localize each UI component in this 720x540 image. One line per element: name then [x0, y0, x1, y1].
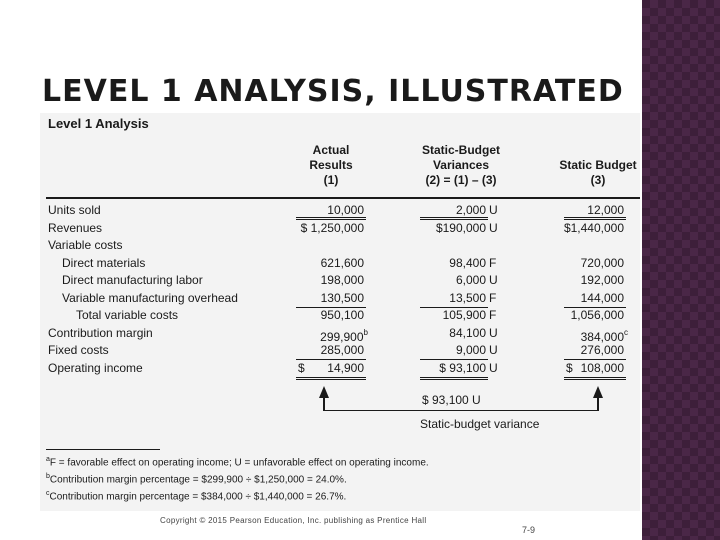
decorative-side-band: [642, 0, 720, 540]
column-header-static-budget: Static Budget (3): [559, 158, 637, 187]
bracket-left: [323, 397, 325, 411]
table-row: Contribution margin 299,900$^b$ 84,100 U 384,000$^c$: [48, 325, 628, 344]
copyright-text: Copyright © 2015 Pearson Education, Inc. publishing as Prentice Hall: [160, 516, 427, 525]
underline: [420, 219, 488, 220]
table-body: [40, 202, 640, 377]
table-row: Revenues $ 1,250,000 $190,000 U $1,440,000: [48, 220, 624, 235]
table-row: Operating income $ 14,900 $ 93,100 U $ 108,000: [48, 360, 624, 375]
footnote-a: $^a$F = favorable effect on operating income; U = unfavorable effect on operating income.: [46, 456, 429, 469]
underline: [420, 377, 488, 378]
arrow-up-icon: [593, 386, 603, 398]
underline: [296, 377, 366, 378]
underline: [564, 379, 626, 380]
underline: [564, 359, 626, 360]
table-row: Units sold 10,000 2,000 U 12,000: [48, 203, 624, 217]
analysis-table-panel: [40, 113, 640, 511]
bracket-right: [597, 397, 599, 411]
header-rule: [46, 197, 640, 199]
underline: [420, 217, 488, 218]
table-title: Level 1 Analysis: [48, 116, 149, 131]
underline: [420, 359, 488, 360]
underline: [296, 217, 366, 218]
total-variance: $ 93,100 U: [422, 393, 481, 407]
underline: [420, 379, 488, 380]
column-header-variances: Static-Budget Variances (2) = (1) – (3): [422, 143, 500, 187]
footnote-c: $^c$Contribution margin percentage = $384,000 ÷ $1,440,000 = 26.7%.: [46, 490, 347, 503]
page-number: 7-9: [522, 525, 536, 535]
footnote-rule: [46, 449, 160, 450]
table-row: Direct materials 621,600 98,400 F 720,000: [62, 255, 624, 270]
table-row: Variable manufacturing overhead 130,500 13,500 F 144,000: [62, 290, 624, 305]
table-row: Fixed costs 285,000 9,000 U 276,000: [48, 343, 624, 357]
variance-label: Static-budget variance: [420, 417, 540, 431]
footnote-b: $^b$Contribution margin percentage = $299,900 ÷ $1,250,000 = 24.0%.: [46, 473, 347, 486]
underline: [420, 307, 488, 308]
underline: [296, 379, 366, 380]
table-row: Variable costs: [48, 238, 123, 252]
underline: [564, 219, 626, 220]
underline: [296, 307, 366, 308]
table-row: Total variable costs 950,100 105,900 F 1,056,000: [76, 308, 624, 322]
underline: [564, 377, 626, 378]
underline: [564, 307, 626, 308]
underline: [296, 359, 366, 360]
bracket-base: [323, 410, 599, 411]
slide-title: LEVEL 1 ANALYSIS, ILLUSTRATED: [42, 74, 624, 109]
table-row: Direct manufacturing labor 198,000 6,000 U 192,000: [62, 273, 624, 287]
underline: [564, 217, 626, 218]
underline: [296, 219, 366, 220]
column-header-actual: Actual Results (1): [309, 143, 353, 187]
